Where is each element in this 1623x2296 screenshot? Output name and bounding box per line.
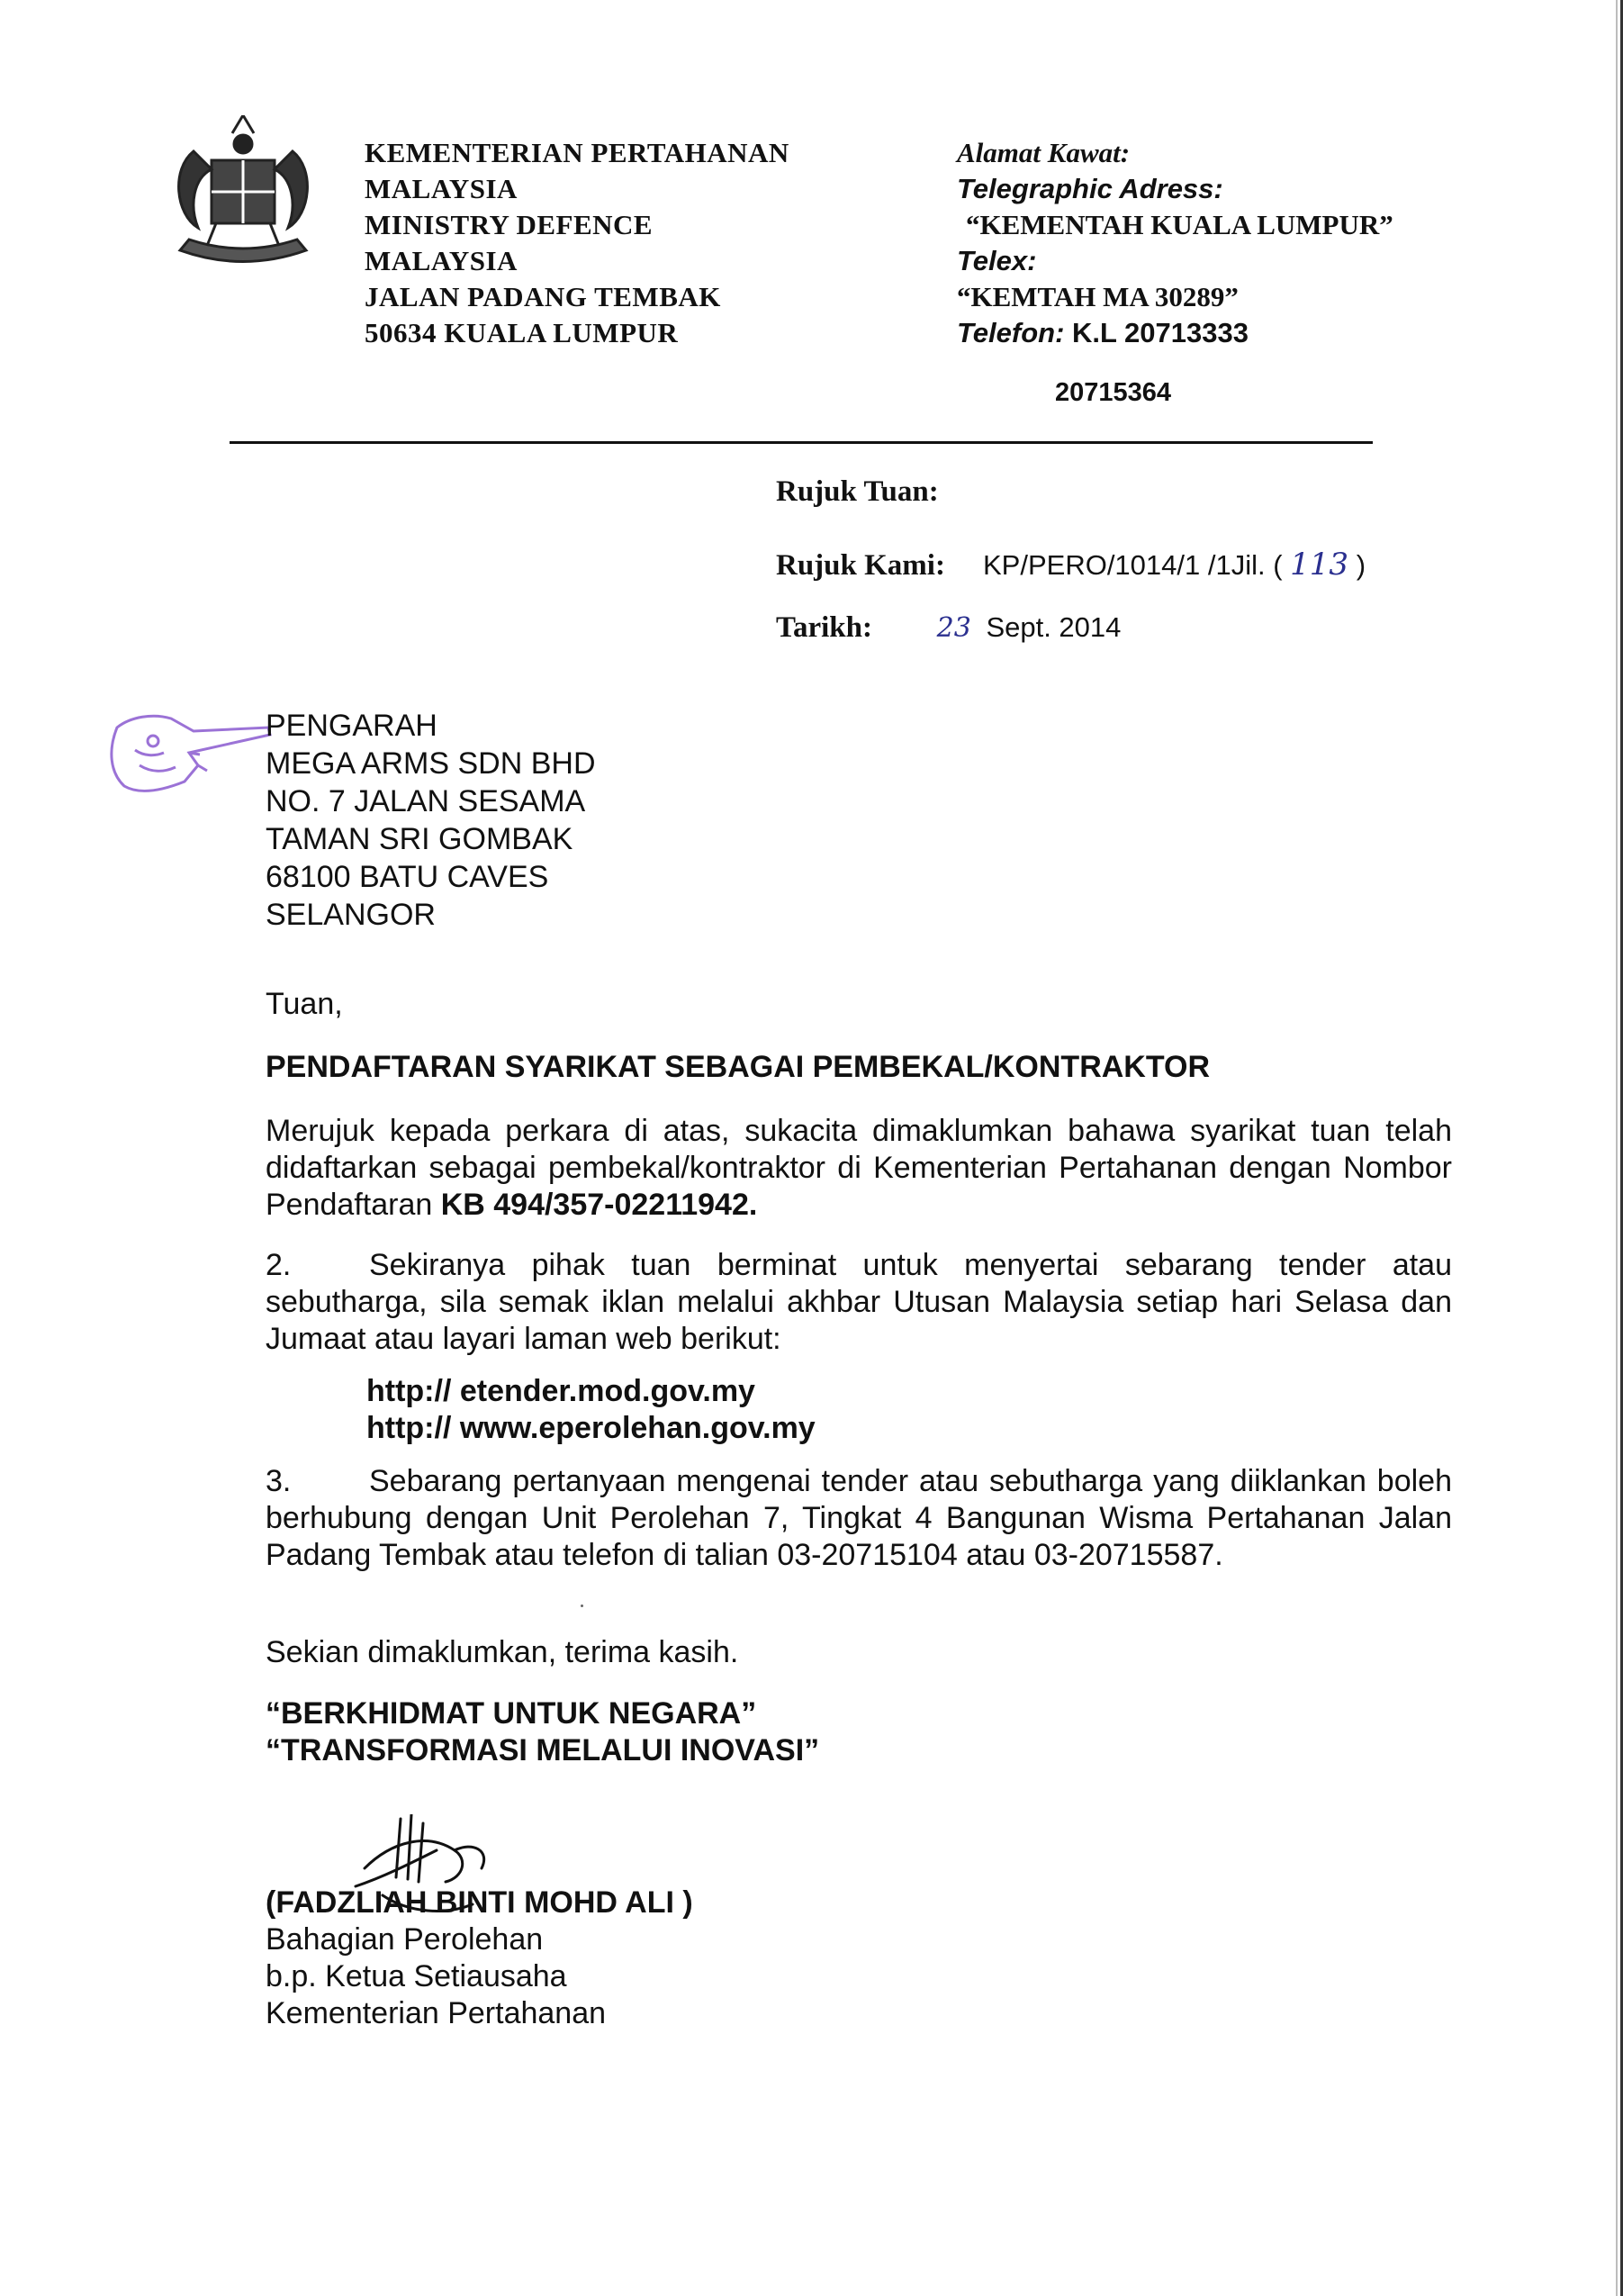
your-reference (776, 475, 939, 509)
our-ref-label: Rujuk Kami: (776, 549, 945, 582)
our-ref-handwritten: 113 (1290, 547, 1349, 583)
header-divider (230, 441, 1373, 444)
eperolehan-link[interactable]: http:// www.eperolehan.gov.my (366, 1411, 816, 1445)
signatory-line: Kementerian Pertahanan (266, 1996, 607, 2030)
ministry-line: KEMENTERIAN PERTAHANAN (365, 137, 789, 168)
paragraph-2 (266, 1247, 1452, 1358)
pointing-hand-stamp-icon (99, 701, 279, 800)
recipient-line: SELANGOR (266, 898, 436, 932)
our-ref-value: KP/PERO/1014/1 /1Jil. ( (983, 549, 1283, 581)
page-edge-shadow (1616, 0, 1618, 2296)
date-line (776, 611, 1121, 645)
ministry-line: MALAYSIA (365, 245, 518, 276)
recipient-address (266, 707, 596, 934)
recipient-line: 68100 BATU CAVES (266, 860, 549, 894)
recipient-line: PENGARAH (266, 709, 437, 743)
paragraph-3-number: 3. (266, 1464, 292, 1498)
web-links (266, 1373, 1452, 1447)
telegraph-value: “KEMENTAH KUALA LUMPUR” (966, 209, 1393, 240)
coat-of-arms-icon (162, 115, 324, 277)
ministry-letterhead (365, 135, 789, 351)
signatory-name: (FADZLIAH BINTI MOHD ALI ) (266, 1885, 693, 1920)
scan-speck (581, 1604, 583, 1607)
your-ref-label: Rujuk Tuan: (776, 475, 939, 508)
phone-value: K.L 20713333 (1072, 317, 1249, 348)
ministry-line: MINISTRY DEFENCE (365, 209, 654, 240)
closing-line: Sekian dimaklumkan, terima kasih. (266, 1635, 739, 1669)
telegraph-label-my: Alamat Kawat: (957, 137, 1131, 168)
telegraph-label-en: Telegraphic Adress: (957, 173, 1223, 204)
slogan-line: “BERKHIDMAT UNTUK NEGARA” (266, 1696, 757, 1731)
paragraph-3-text: Sebarang pertanyaan mengenai tender atau sebutharga yang diiklankan boleh berhubung dengan Unit Perolehan 7, Tingkat 4 Bangunan Wisma Pertahanan Jalan Padang Tembak atau telefon di talian 03-20715104 atau 03-20715587. (266, 1464, 1452, 1572)
our-reference (776, 547, 1366, 583)
signatory-line: Bahagian Perolehan (266, 1922, 544, 1957)
telex-value: “KEMTAH MA 30289” (957, 281, 1239, 312)
ministry-line: 50634 KUALA LUMPUR (365, 317, 679, 348)
recipient-line: NO. 7 JALAN SESAMA (266, 784, 586, 818)
salutation: Tuan, (266, 987, 343, 1021)
ministry-line: MALAYSIA (365, 173, 518, 204)
our-ref-close: ) (1356, 549, 1366, 581)
etender-link[interactable]: http:// etender.mod.gov.my (366, 1374, 755, 1408)
recipient-line: MEGA ARMS SDN BHD (266, 746, 596, 781)
slogans (266, 1695, 1452, 1769)
letter-subject: PENDAFTARAN SYARIKAT SEBAGAI PEMBEKAL/KONTRAKTOR (266, 1050, 1211, 1084)
recipient-line: TAMAN SRI GOMBAK (266, 822, 573, 856)
paragraph-2-number: 2. (266, 1248, 292, 1282)
paragraph-1 (266, 1113, 1452, 1224)
telex-label: Telex: (957, 245, 1037, 276)
date-value: Sept. 2014 (986, 611, 1122, 643)
registration-number: KB 494/357-02211942. (440, 1188, 758, 1222)
slogan-line: “TRANSFORMASI MELALUI INOVASI” (266, 1733, 820, 1767)
date-handwritten-day: 23 (936, 612, 971, 644)
paragraph-1-text: Merujuk kepada perkara di atas, sukacita dimaklumkan bahawa syarikat tuan telah didaftarkan sebagai pembekal/kontraktor di Kementerian Pertahanan dengan Nombor Pendaftaran (266, 1114, 1452, 1222)
signatory-line: b.p. Ketua Setiausaha (266, 1959, 567, 1993)
ministry-line: JALAN PADANG TEMBAK (365, 281, 721, 312)
phone-line (957, 315, 1515, 351)
phone-value-2: 20715364 (1055, 378, 1172, 407)
phone-label: Telefon: (957, 317, 1065, 348)
date-label: Tarikh: (776, 611, 872, 644)
paragraph-3 (266, 1463, 1452, 1574)
contact-block (957, 135, 1515, 351)
signatory-block (266, 1885, 693, 2032)
paragraph-2-text: Sekiranya pihak tuan berminat untuk menyertai sebarang tender atau sebutharga, sila semak iklan melalui akhbar Utusan Malaysia setiap hari Selasa dan Jumaat atau layari laman web berikut: (266, 1248, 1452, 1356)
